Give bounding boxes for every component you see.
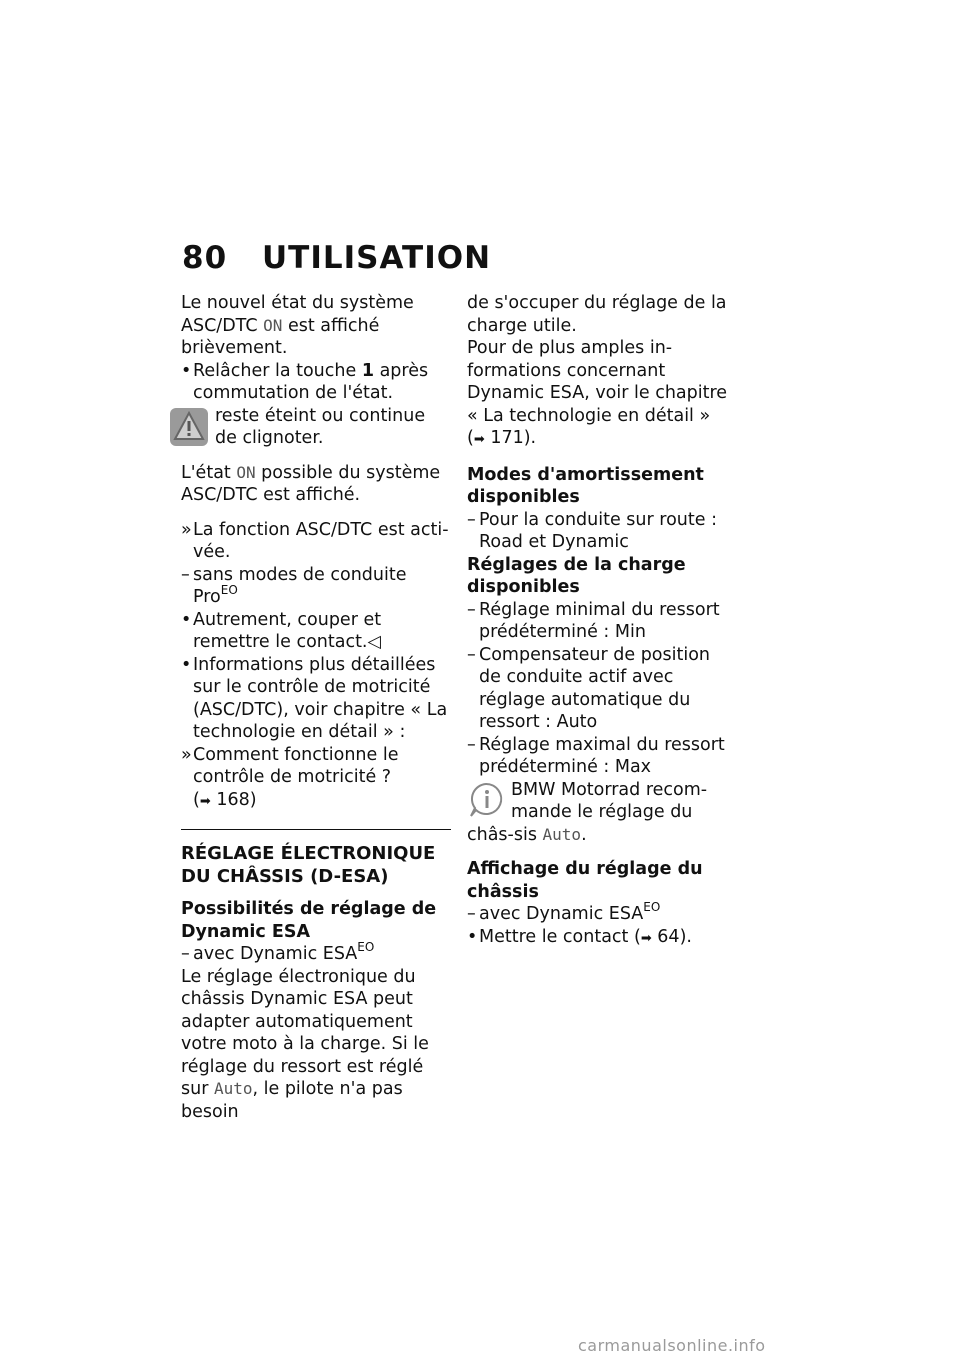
paragraph: Pour de plus amples in-formations concernant Dynamic ESA, voir le chapitre « La technologie en détail » (➡ 171). xyxy=(467,337,737,452)
paragraph: L'état ON possible du système ASC/DTC est affiché. xyxy=(181,462,441,505)
subheading: Possibilités de réglage de Dynamic ESA xyxy=(181,899,437,942)
condition-item: – avec Dynamic $ESA^{EO}$ xyxy=(181,940,375,964)
right-column xyxy=(467,292,737,950)
paragraph: Le nouvel état du système ASC/DTC ON est affiché brièvement. xyxy=(181,293,414,358)
paragraph: Le réglage électronique du châssis Dynamic ESA peut adapter automatiquement votre moto à la charge. Si le réglage du ressort est réglé sur Auto, le pilote n'a pas besoin xyxy=(181,966,429,1122)
condition-item: – sans modes de conduite Pro$^{EO}$ xyxy=(181,564,407,607)
left-column xyxy=(181,292,451,1123)
warning-text: reste éteint ou continue de clignoter. xyxy=(215,405,426,448)
bullet-item: • Relâcher la touche 1 après commutation de l'état. xyxy=(181,360,429,403)
list-item: – Compensateur de position de conduite actif avec réglage automatique du ressort : Auto xyxy=(467,644,711,732)
result-item: » La fonction ASC/DTC est acti-vée. xyxy=(181,519,449,562)
watermark: carmanualsonline.info xyxy=(578,1336,766,1355)
list-item: – Réglage minimal du ressort prédéterminé : Min xyxy=(467,599,720,642)
info-icon xyxy=(467,781,505,819)
bullet-item: • Autrement, couper et remettre le contact.◁ xyxy=(181,609,382,652)
end-mark-icon: ◁ xyxy=(367,632,381,652)
list-item: – Pour la conduite sur route : Road et Dynamic xyxy=(467,509,717,552)
warning-note xyxy=(169,405,451,450)
page-title: UTILISATION xyxy=(262,240,492,276)
bullet-item: • Informations plus détaillées sur le contrôle de motricité (ASC/DTC), voir chapitre « La technologie en détail » : xyxy=(181,654,448,742)
section-title: RÉGLAGE ÉLECTRONIQUE DU CHÂSSIS (D-ESA) xyxy=(181,829,451,888)
info-note: BMW Motorrad recom-mande le réglage du châs-sis Auto. xyxy=(467,779,708,845)
condition-item: – avec Dynamic $ESA^{EO}$ xyxy=(467,900,661,924)
list-item: – Réglage maximal du ressort prédéterminé : Max xyxy=(467,734,725,777)
page-reference-arrow-icon: ➡ xyxy=(473,432,485,447)
subheading: Réglages de la charge disponibles xyxy=(467,554,686,597)
page-reference-arrow-icon: ➡ xyxy=(199,793,211,809)
result-item: » Comment fonctionne le contrôle de motricité ? (➡ 168) xyxy=(181,744,451,814)
subheading: Modes d'amortissement disponibles xyxy=(467,464,704,507)
warning-light-icon xyxy=(169,407,209,447)
subheading: Affichage du réglage du châssis xyxy=(467,859,703,902)
page-number: 80 xyxy=(182,240,228,276)
page-reference-arrow-icon: ➡ xyxy=(640,930,652,946)
bullet-item: • Mettre le contact (➡ 64). xyxy=(467,926,737,951)
paragraph: de s'occuper du réglage de la charge utile. xyxy=(467,293,727,336)
